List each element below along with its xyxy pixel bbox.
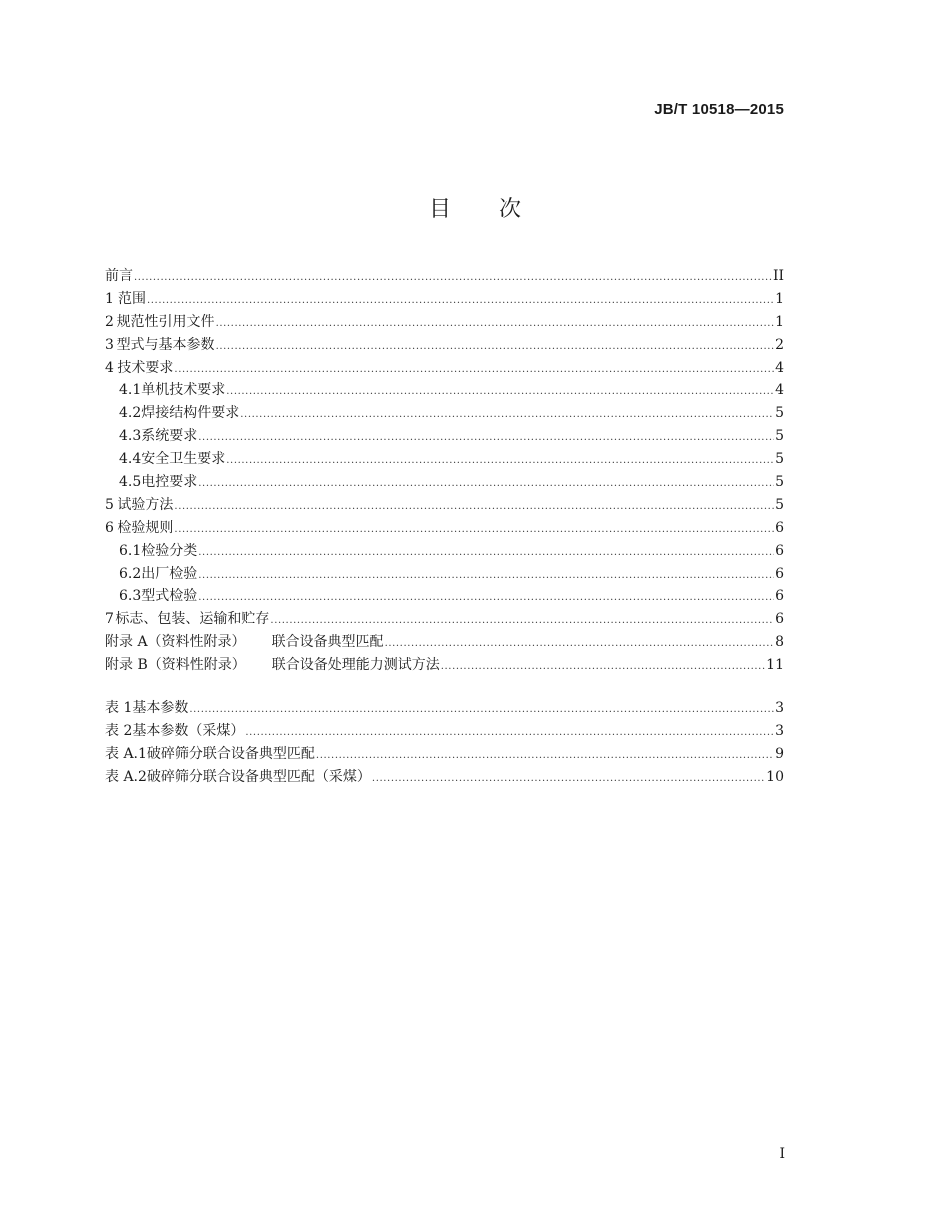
entry-label: 范围	[117, 290, 146, 307]
toc-entry[interactable]	[105, 379, 784, 402]
toc-entry[interactable]	[105, 265, 784, 288]
entry-number: 1	[105, 290, 114, 307]
dot-leader	[174, 496, 774, 519]
dot-leader	[270, 610, 774, 633]
entry-number: 4.1	[119, 382, 142, 399]
entry-label: 检验规则	[117, 519, 174, 536]
dot-leader	[216, 336, 775, 359]
entry-label: 焊接结构件要求	[141, 405, 240, 422]
entry-page: 5	[775, 405, 784, 422]
entry-number: 附录 A（资料性附录）	[105, 634, 246, 651]
entry-label: 规范性引用文件	[116, 313, 215, 330]
entry-page: 6	[775, 611, 784, 628]
table-entry[interactable]	[105, 766, 784, 789]
entry-page: 4	[775, 359, 784, 376]
entry-number: 6.3	[119, 588, 142, 605]
toc-entry[interactable]	[105, 494, 784, 517]
toc-entry[interactable]	[105, 471, 784, 494]
table-entry[interactable]	[105, 720, 784, 743]
entry-page: 2	[775, 336, 784, 353]
table-list	[105, 697, 784, 789]
standard-code: JB/T 10518—2015	[654, 101, 784, 118]
toc-entry[interactable]	[105, 357, 784, 380]
entry-label: 安全卫生要求	[141, 451, 226, 468]
dot-leader	[198, 473, 774, 496]
entry-number: 4.3	[119, 428, 142, 445]
entry-number: 表 A.2	[105, 768, 147, 785]
toc-entry[interactable]	[105, 631, 784, 654]
toc-entry[interactable]	[105, 563, 784, 586]
entry-page: 6	[775, 519, 784, 536]
entry-number: 表 A.1	[105, 745, 147, 762]
entry-number: 6.1	[119, 542, 142, 559]
entry-number: 附录 B（资料性附录）	[105, 657, 246, 674]
dot-leader	[226, 450, 774, 473]
entry-number: 7	[105, 611, 114, 628]
dot-leader	[198, 427, 774, 450]
dot-leader	[174, 359, 774, 382]
entry-label: 试验方法	[117, 496, 174, 513]
dot-leader	[240, 404, 774, 427]
entry-page: 5	[775, 474, 784, 491]
entry-page: 6	[775, 542, 784, 559]
entry-number: 4.5	[119, 474, 142, 491]
entry-page: 5	[775, 451, 784, 468]
dot-leader	[245, 722, 774, 745]
entry-page: 11	[766, 657, 784, 674]
entry-label: 电控要求	[141, 474, 198, 491]
entry-page: 9	[775, 745, 784, 762]
entry-page: 6	[775, 588, 784, 605]
entry-label: 检验分类	[141, 542, 198, 559]
dot-leader	[198, 587, 774, 610]
entry-label: 前言	[105, 268, 133, 284]
toc-entry[interactable]	[105, 540, 784, 563]
page-number: I	[779, 1146, 785, 1162]
entry-label: 出厂检验	[141, 565, 198, 582]
title-char-2: 次	[499, 197, 522, 222]
toc-entry[interactable]	[105, 334, 784, 357]
entry-label: 基本参数（采煤）	[132, 722, 245, 739]
entry-page: 4	[775, 382, 784, 399]
entry-page: II	[772, 268, 784, 284]
entry-label: 破碎筛分联合设备典型匹配（采煤）	[146, 768, 371, 785]
toc-entry[interactable]	[105, 585, 784, 608]
entry-page: 1	[775, 290, 784, 307]
entry-number: 6.2	[119, 565, 142, 582]
entry-label: 联合设备处理能力测试方法	[271, 657, 440, 674]
entry-page: 10	[766, 768, 784, 785]
entry-label: 技术要求	[117, 359, 174, 376]
dot-leader	[174, 519, 774, 542]
entry-label: 基本参数	[132, 700, 189, 716]
page-title	[0, 192, 950, 223]
toc-entry[interactable]	[105, 608, 784, 631]
entry-page: 8	[775, 634, 784, 651]
entry-label: 破碎筛分联合设备典型匹配	[146, 745, 315, 762]
entry-label: 联合设备典型匹配	[271, 634, 384, 651]
dot-leader	[198, 542, 774, 565]
entry-number: 2	[105, 313, 114, 330]
dot-leader	[441, 656, 765, 679]
entry-label: 标志、包装、运输和贮存	[115, 611, 270, 628]
dot-leader	[147, 290, 774, 313]
dot-leader	[189, 699, 774, 722]
entry-label: 型式检验	[141, 588, 198, 605]
entry-page: 5	[775, 428, 784, 445]
entry-page: 1	[775, 313, 784, 330]
entry-label: 系统要求	[141, 428, 198, 445]
entry-number: 4	[105, 359, 114, 376]
toc-entry[interactable]	[105, 402, 784, 425]
entry-number: 3	[105, 336, 114, 353]
entry-number: 4.2	[119, 405, 142, 422]
entry-label: 型式与基本参数	[116, 336, 215, 353]
toc-entry[interactable]	[105, 425, 784, 448]
entry-number: 6	[105, 519, 114, 536]
dot-leader	[198, 565, 774, 588]
toc-list	[105, 265, 784, 677]
dot-leader	[134, 267, 772, 290]
table-entry[interactable]	[105, 697, 784, 720]
table-entry[interactable]	[105, 743, 784, 766]
dot-leader	[385, 633, 775, 656]
title-char-1: 目	[428, 197, 451, 222]
toc-entry[interactable]	[105, 654, 784, 677]
dot-leader	[216, 313, 775, 336]
dot-leader	[372, 768, 765, 791]
toc-entry[interactable]	[105, 517, 784, 540]
entry-label: 单机技术要求	[141, 382, 226, 399]
entry-number: 表 1	[105, 700, 133, 716]
dot-leader	[316, 745, 774, 768]
toc-entry[interactable]	[105, 288, 784, 311]
entry-page: 3	[775, 700, 784, 716]
toc-entry[interactable]	[105, 448, 784, 471]
toc-entry[interactable]	[105, 311, 784, 334]
entry-page: 5	[775, 496, 784, 513]
entry-number: 4.4	[119, 451, 142, 468]
entry-page: 3	[775, 722, 784, 739]
dot-leader	[226, 381, 774, 404]
entry-page: 6	[775, 565, 784, 582]
entry-number: 表 2	[105, 722, 133, 739]
entry-number: 5	[105, 496, 114, 513]
